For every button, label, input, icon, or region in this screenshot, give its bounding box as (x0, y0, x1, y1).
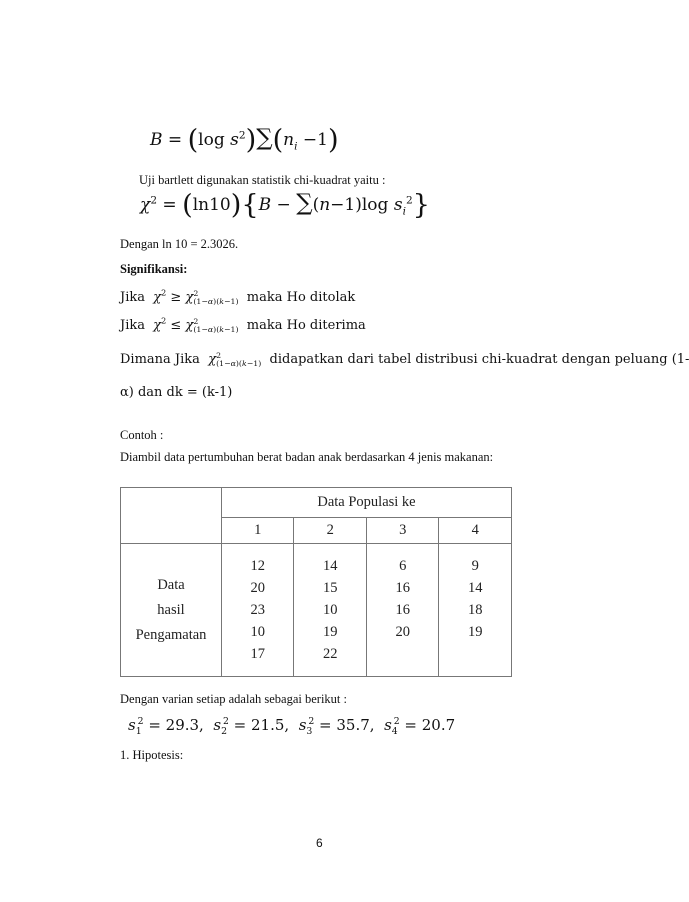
column-values-4: 9 14 18 19 (439, 544, 512, 677)
column-header: 2 (294, 518, 366, 544)
signifikansi-heading: Signifikansi: (120, 262, 188, 276)
ln10-text: Dengan ln 10 = 2.3026. (120, 237, 239, 251)
formula-chi-square: $\chi^2 = (\ln 10)\{B - \sum(n-1)\log$ $s_i^2$} (140, 189, 430, 221)
diambil-text: Diambil data pertumbuhan berat badan anak berdasarkan 4 jenis makanan: (120, 450, 494, 464)
column-header: 4 (439, 518, 512, 544)
varian-text: Dengan varian setiap adalah sebagai berikut : (120, 692, 347, 706)
table-header-row (121, 488, 512, 518)
rule-ho-ditolak: Jika $\chi^2 \ge \chi 2$ (1−α)(k−1) maka Ho ditolak (120, 288, 356, 306)
dimana-text-line2: α) dan dk = (k-1) (120, 385, 233, 400)
data-table (120, 487, 512, 677)
column-values-1: 12 20 23 10 17 (222, 544, 294, 677)
table-row (121, 544, 512, 677)
page-number: 6 (316, 836, 323, 850)
formula-bartlett-b: B = (log $s^2)\sum(n_i -1)$ (150, 124, 339, 156)
column-header: 1 (222, 518, 294, 544)
hipotesis-heading: 1. Hipotesis: (120, 748, 184, 762)
row-label: Data hasil Pengamatan (121, 544, 222, 677)
table-header: Data Populasi ke (222, 488, 512, 518)
column-values-2: 14 15 10 19 22 (294, 544, 366, 677)
intro-text: Uji bartlett digunakan statistik chi-kuadrat yaitu : (139, 173, 386, 187)
variances-formula: $s_1^2 = 29.3$, $s_2^2 = 21.5$, $s_3^2 = 35.7$, $s_4^2 = 20.7$ (128, 716, 456, 737)
contoh-label: Contoh : (120, 428, 164, 442)
rule-ho-diterima: Jika $\chi^2 \le \chi 2$ (1−α)(k−1) maka Ho diterima (120, 316, 366, 334)
dimana-text: Dimana Jika χ2 (1−α)(k−1) didapatkan dari tabel distribusi chi-kuadrat dengan peluang (1- (120, 351, 689, 368)
column-values-3: 6 16 16 20 (366, 544, 438, 677)
table-corner-cell (121, 488, 222, 544)
column-header: 3 (366, 518, 438, 544)
